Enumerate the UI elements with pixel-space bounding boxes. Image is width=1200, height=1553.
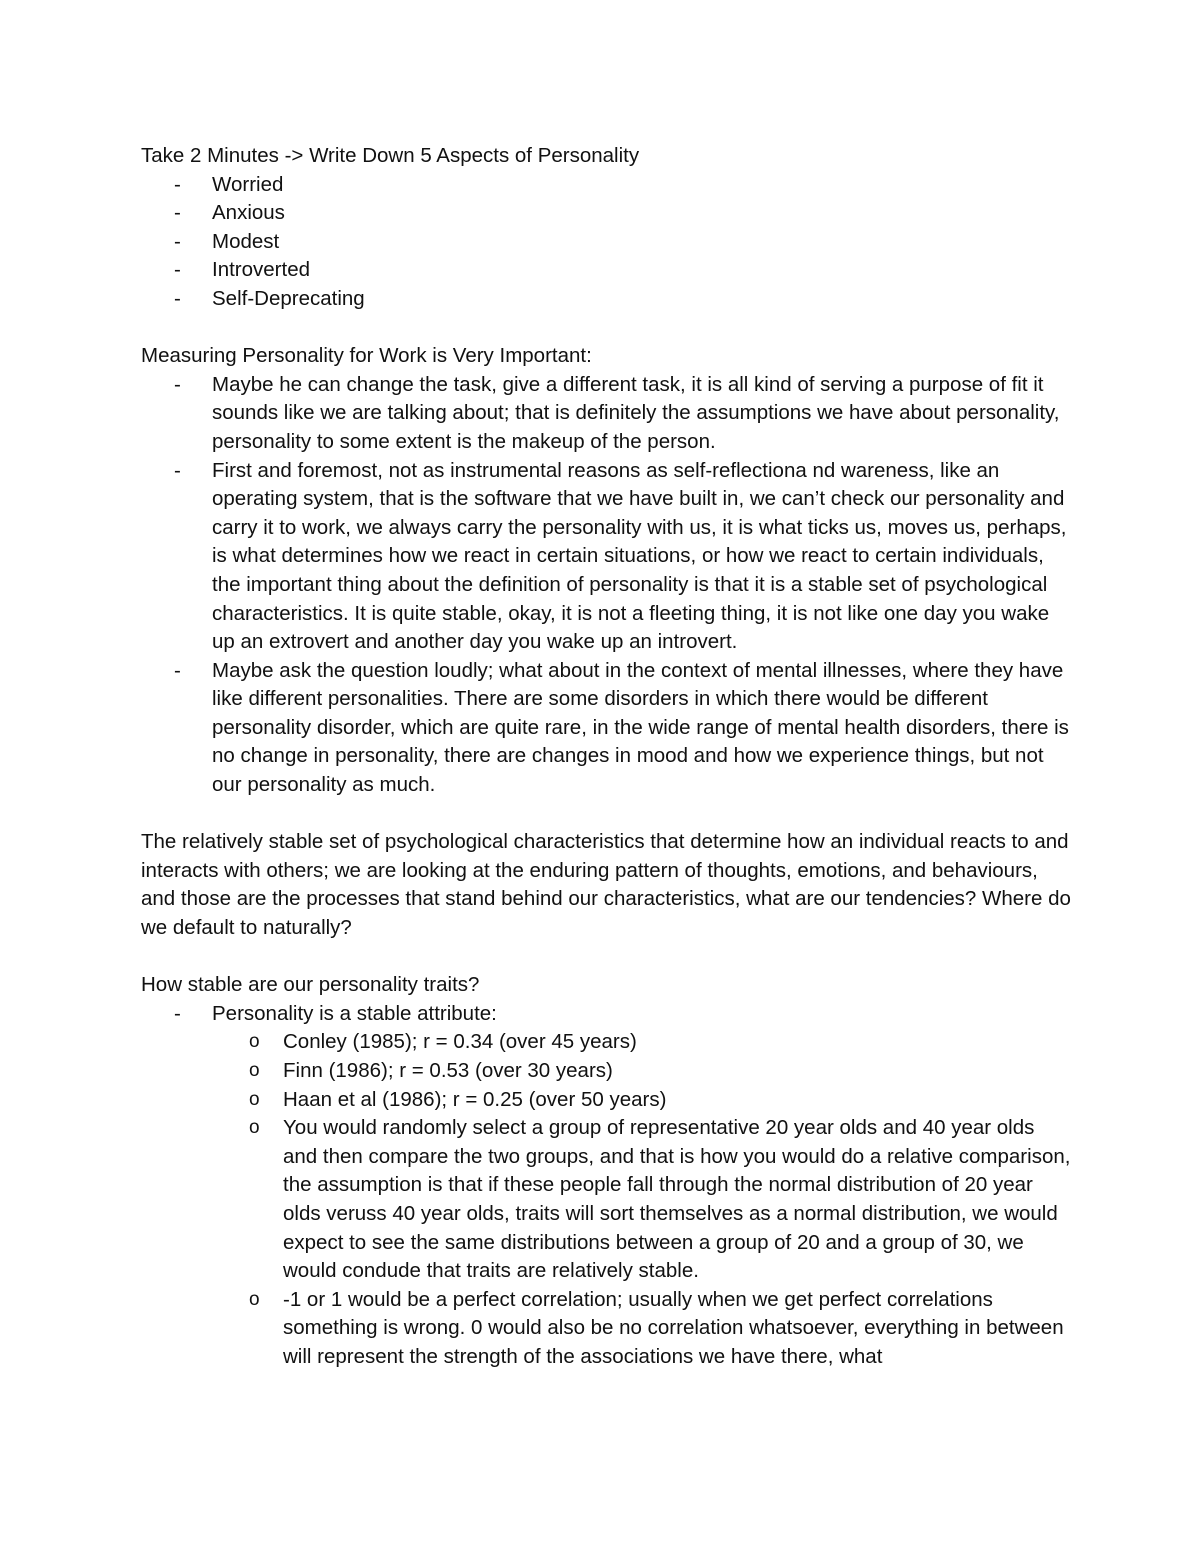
dash-bullet: - bbox=[174, 286, 181, 310]
list-item: - Self-Deprecating bbox=[141, 285, 1071, 314]
section-heading: Take 2 Minutes -> Write Down 5 Aspects of Personality bbox=[141, 144, 640, 167]
circle-bullet: o bbox=[249, 1288, 260, 1310]
definition-paragraph: The relatively stable set of psychological characteristics that determine how an individual reacts to and interacts with others; we are looking at the enduring pattern of thoughts, emotions, and behaviours, and those are the processes that stand behind our characteristics, what are our tendencies? Where do we default to naturally? bbox=[141, 830, 1071, 940]
list-item: - Introverted bbox=[141, 256, 1071, 285]
aspects-list bbox=[141, 171, 1071, 314]
spacer bbox=[141, 943, 1071, 972]
list-item: - Worried bbox=[141, 171, 1071, 200]
list-item: - Maybe he can change the task, give a different task, it is all kind of serving a purpose of fit it sounds like we are talking about; that is definitely the assumptions we have about personality, personality to some extent is the makeup of the person. bbox=[174, 372, 1060, 453]
sub-list-item: o You would randomly select a group of representative 20 year olds and 40 year olds and then compare the two groups, and that is how you would do a relative comparison, the assumption is that if these people fall through the normal distribution of 20 year olds veruss 40 year olds, traits will sort themselves as a normal distribution, we would expect to see the same distributions between a group of 20 and a group of 30, we would condude that traits are relatively stable. bbox=[249, 1116, 1071, 1283]
list-item: - Anxious bbox=[141, 199, 1071, 228]
dash-bullet: - bbox=[174, 458, 181, 482]
importance-list bbox=[141, 371, 1071, 800]
dash-bullet: - bbox=[174, 372, 181, 396]
spacer bbox=[141, 314, 1071, 343]
section-heading: Measuring Personality for Work is Very Important: bbox=[141, 344, 592, 368]
circle-bullet: o bbox=[249, 1060, 260, 1081]
circle-bullet: o bbox=[249, 1031, 260, 1053]
document-body bbox=[141, 142, 1071, 1372]
list-item: - Maybe ask the question loudly; what about in the context of mental illnesses, where they have like different personalities. There are some disorders in which there would be different personality disorder, which are quite rare, in the wide range of mental health disorders, there is no change in personality, there are changes in mood and how we experience things, but not our personality as much. bbox=[174, 658, 1069, 797]
list-item: - First and foremost, not as instrumental reasons as self-reflectiona nd wareness, like an operating system, that is the software that we have built in, we can’t check our personality and carry it to work, we always carry the personality with us, it is what ticks us, moves us, perhaps, is what determines how we react in certain situations, or how we react to certain individuals, the important thing about the definition of personality is that it is a stable set of psychological characteristics. It is quite stable, okay, it is not a fleeting thing, it is not like one day you wake up an extrovert and another day you wake up an introvert. bbox=[174, 458, 1067, 654]
list-item: - Personality is a stable attribute: o Conley (1985); r = 0.34 (over 45 years) o Finn (1986); r = 0.53 (over 30 years) o Haan et al (1986); r = 0.25 (over 50 years) o You would randomly select a group of representative 20 year olds and 40 year olds and then compare the two groups, and that is how you would do a relative comparison, the assumption is that if these people fall through the normal distribution of 20 year olds veruss 40 year olds, traits will sort themselves as a normal distribution, we would expect to see the same distributions between a group of 20 and a group of 30, we would condude that traits are relatively stable. o -1 or 1 would be a perfect correlation; usually when we get perfect correlations something is wrong. 0 would also be no correlation whatsoever, everything in between will represent the strength of the associations we have there, what bbox=[141, 1000, 1071, 1372]
study-list bbox=[212, 1028, 1071, 1371]
dash-bullet: - bbox=[174, 201, 181, 225]
section-heading: How stable are our personality traits? bbox=[141, 973, 480, 997]
dash-bullet: - bbox=[174, 258, 181, 282]
dash-bullet: - bbox=[174, 229, 181, 253]
circle-bullet: o bbox=[249, 1117, 260, 1139]
sub-list-item: o Conley (1985); r = 0.34 (over 45 years) bbox=[212, 1028, 1071, 1057]
spacer bbox=[141, 800, 1071, 829]
sub-list-item: o -1 or 1 would be a perfect correlation; usually when we get perfect correlations something is wrong. 0 would also be no correlation whatsoever, everything in between will represent the strength of the associations we have there, what bbox=[249, 1287, 1064, 1368]
dash-bullet: - bbox=[174, 658, 181, 682]
list-item: - Modest bbox=[141, 228, 1071, 257]
dash-bullet: - bbox=[174, 1001, 181, 1025]
sub-list-item: o Haan et al (1986); r = 0.25 (over 50 years) bbox=[212, 1086, 1071, 1115]
dash-bullet: - bbox=[174, 172, 181, 196]
sub-list-item: o Finn (1986); r = 0.53 (over 30 years) bbox=[212, 1057, 1071, 1086]
stability-list bbox=[141, 1000, 1071, 1372]
circle-bullet: o bbox=[249, 1088, 260, 1110]
